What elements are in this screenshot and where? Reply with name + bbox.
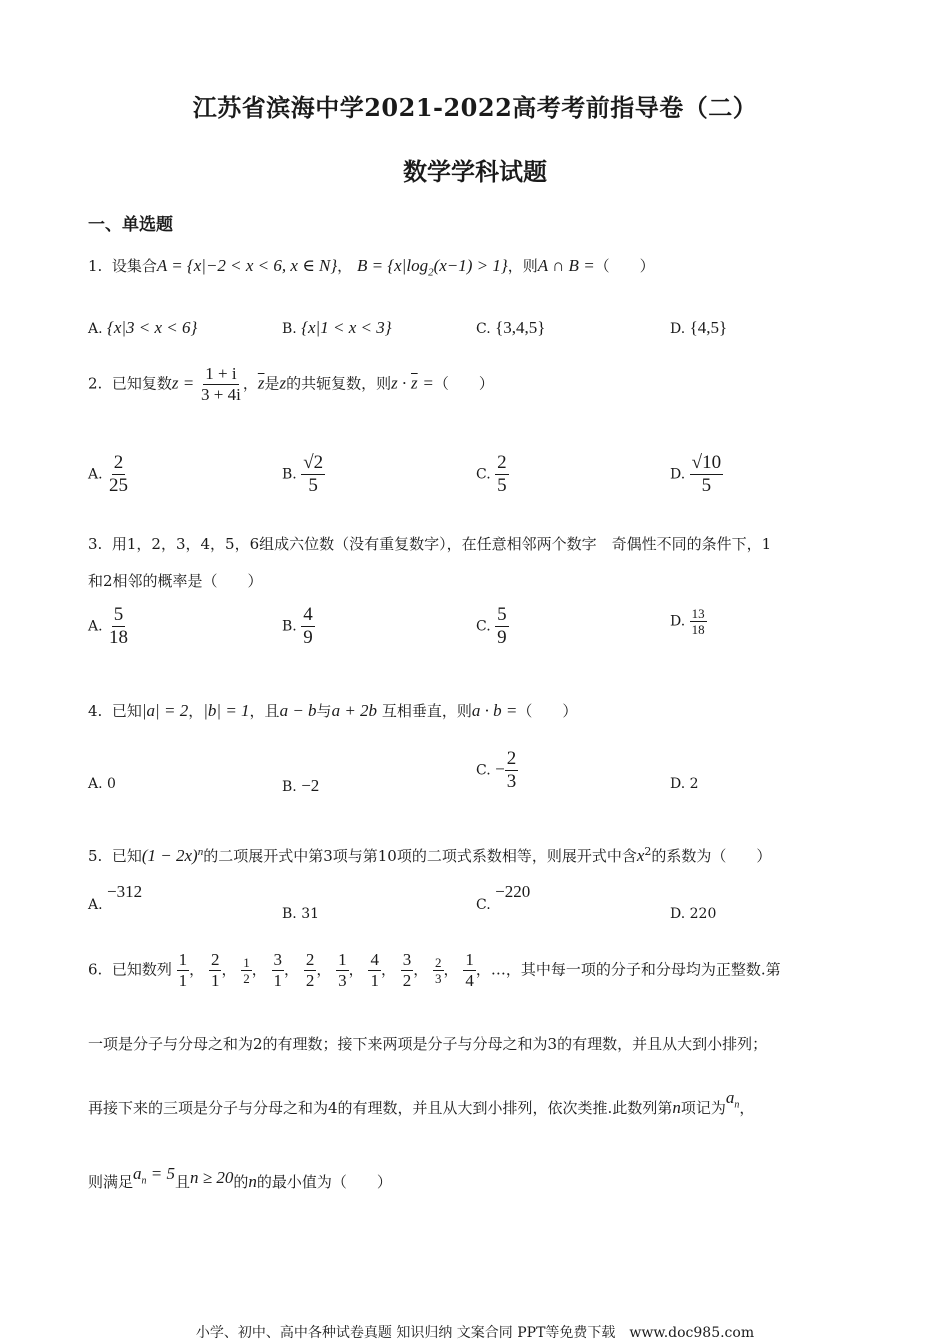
question-number: 6. (88, 960, 103, 979)
question-3-line-2: 和2相邻的概率是（ ） (88, 572, 263, 590)
q3-option-a: A. $\frac{5}{18}$ (88, 604, 129, 648)
question-1: 1. 设集合A = {x|−2 < x < 6, x ∈ N}， $B = \{x|\log_2(x-1) > 1\}$，则A ∩ B =（ ） (88, 256, 655, 279)
set-b: $B = \{x|\log_2(x-1) > 1\}$ (356, 256, 508, 279)
question-2: 2. 已知复数z = $\frac{1 + i}{3 + 4i}$ ，$\overline{z}$是z的共轭复数，则$z \cdot \overline{z}$ =（ ） (88, 364, 494, 404)
question-4: 4. 已知|a| = 2，|b| = 1，且a − b与a + 2b 互相垂直，则a · b =（ ） (88, 701, 578, 720)
q5-option-c: C. −220 (476, 882, 531, 913)
q4-option-d: D. 2 (670, 776, 699, 792)
q5-option-a: A. −312 (88, 882, 143, 913)
question-number: 2. (88, 374, 103, 393)
question-number: 3. (88, 535, 103, 553)
question-number: 4. (88, 702, 103, 720)
q2-option-d: D. $\frac{√10}{5}$ (670, 452, 722, 496)
page-title: 江苏省滨海中学2021-2022高考考前指导卷（二） (192, 93, 758, 122)
q5-option-d: D. 220 (670, 906, 717, 922)
question-6-line-4: 则满足$a_n = 5$且n ≥ 20的n的最小值为（ ） (88, 1164, 392, 1191)
q1-option-b: B. {x|1 < x < 3} (282, 318, 392, 337)
fraction: $\frac{1 + i}{3 + 4i}$ (201, 364, 241, 404)
question-3: 3. 用1，2，3，4，5，6组成六位数（没有重复数字），在任意相邻两个数字 奇偶性不同的条件下，1 (88, 535, 772, 553)
q3-option-d: D. $\frac{13}{18}$ (670, 606, 705, 637)
question-5: 5. 已知$(1 - 2x)^n$的二项展开式中第3项与第10项的二项式系数相等，则展开式中含$x^2$的系数为（ ） (88, 845, 772, 865)
q1-option-c: C. {3,4,5} (476, 318, 546, 337)
question-6: 6. 已知数列 $\frac{1}{1}$ ， $\frac{2}{1}$ ， $\frac{1}{2}$ ， $\frac{3}{1}$ ， $\frac{2}{2}$ ， $\frac{1}{3}$ ， $\frac{4}{1}$ ， $\frac{3}{2}$ ， $\frac{2}{3}$ ， $\frac{1}{4}$ ，…，其中每一项的分子和分母均为正整数.第 (88, 950, 781, 990)
q4-option-b: B. −2 (282, 776, 320, 795)
question-6-line-3: 再接下来的三项是分子与分母之和为4的有理数，并且从大到小排列，依次类推.此数列第n项记为$a_n$， (88, 1088, 755, 1117)
footer-text: 小学、初中、高中各种试卷真题 知识归纳 文案合同 PPT等免费下载 www.doc985.com (195, 1325, 755, 1341)
question-number: 1. (88, 257, 103, 275)
section-title: 一、单选题 (88, 215, 173, 235)
q2-option-b: B. $\frac{√2}{5}$ (282, 452, 324, 496)
question-6-line-2: 一项是分子与分母之和为2的有理数；接下来两项是分子与分母之和为3的有理数，并且从大到小排列； (88, 1035, 768, 1053)
q5-option-b: B. 31 (282, 906, 320, 922)
page-subtitle: 数学学科试题 (403, 157, 547, 186)
set-a: A = {x|−2 < x < 6, x ∈ N} (156, 256, 338, 275)
q4-option-c: C. − $\frac{2}{3}$ (476, 748, 517, 792)
q2-option-a: A. $\frac{2}{25}$ (88, 452, 129, 496)
q3-option-b: B. $\frac{4}{9}$ (282, 604, 313, 648)
q2-option-c: C. $\frac{2}{5}$ (476, 452, 507, 496)
q3-option-c: C. $\frac{5}{9}$ (476, 604, 507, 648)
question-number: 5. (88, 847, 103, 865)
q4-option-a: A. 0 (88, 776, 116, 792)
q1-option-d: D. {4,5} (670, 318, 728, 337)
q1-option-a: A. {x|3 < x < 6} (88, 318, 198, 337)
